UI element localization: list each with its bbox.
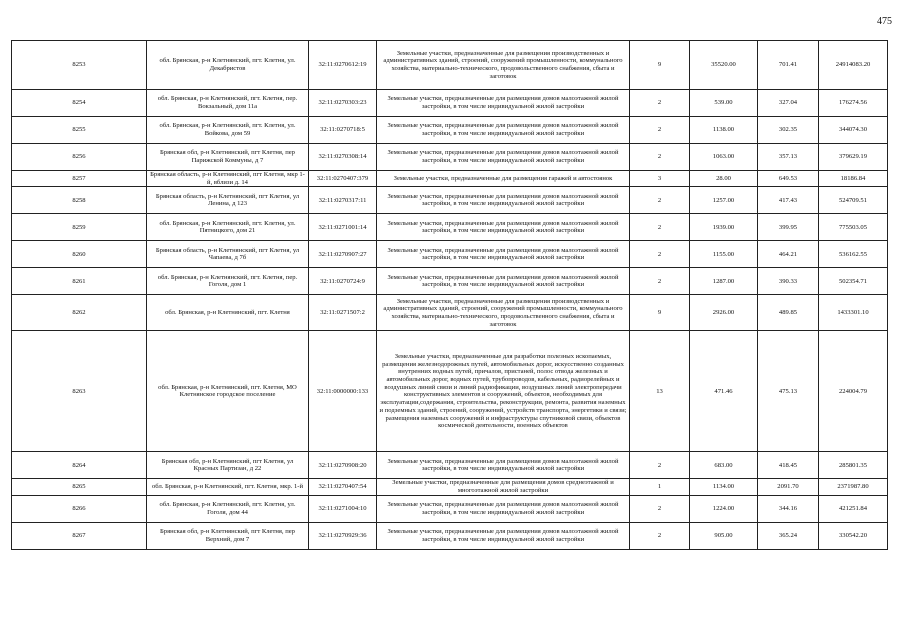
cell-area: 2926.00 [690, 295, 758, 331]
table-row [12, 117, 888, 144]
cell-cadastral-number: 32:11:0000000:133 [309, 331, 377, 452]
cell-cadastral-value: 524709.51 [819, 187, 888, 214]
cell-cadastral-number: 32:11:0271507:2 [309, 295, 377, 331]
cell-land-purpose: Земельные участки, предназначенные для размещения домов малоэтажной жилой застройки, в том числе индивидуальной жилой застройки [377, 90, 630, 117]
cell-address: обл. Брянская, р-н Клетнянский, пгт. Клетня, мкр. 1-й [147, 479, 309, 495]
cell-specific-value: 390.33 [758, 268, 819, 295]
cell-id: 8262 [12, 295, 147, 331]
cell-land-purpose: Земельные участки, предназначенные для размещения домов малоэтажной жилой застройки, в том числе индивидуальной жилой застройки [377, 187, 630, 214]
cell-cadastral-number: 32:11:0270407:379 [309, 171, 377, 187]
cell-cadastral-value: 379629.19 [819, 144, 888, 171]
cell-id: 8265 [12, 479, 147, 495]
cell-land-purpose: Земельные участки, предназначенные для размещения домов малоэтажной жилой застройки, в том числе индивидуальной жилой застройки [377, 495, 630, 522]
cell-address: Брянская обл, р-н Клетнянский, пгт Клетня, ул Красных Партизан, д 22 [147, 452, 309, 479]
cell-land-purpose: Земельные участки, предназначенные для размещения домов среднеэтажной и многоэтажной жилой застройки [377, 479, 630, 495]
table-row [12, 295, 888, 331]
cell-cadastral-value: 18186.84 [819, 171, 888, 187]
table-row [12, 187, 888, 214]
cell-address: обл. Брянская, р-н Клетнянский, пгт. Клетня [147, 295, 309, 331]
cell-group: 2 [630, 214, 690, 241]
cell-cadastral-value: 775503.05 [819, 214, 888, 241]
cell-cadastral-value: 330542.20 [819, 522, 888, 549]
cell-cadastral-number: 32:11:0270908:20 [309, 452, 377, 479]
cell-cadastral-value: 1433301.10 [819, 295, 888, 331]
cell-address: обл. Брянская, р-н Клетнянский, пгт. Клетня, ул. Пятницкого, дом 21 [147, 214, 309, 241]
cell-group: 13 [630, 331, 690, 452]
cell-land-purpose: Земельные участки, предназначенные для размещения производственных и административных зданий, строений, сооружений промышленности, коммунального хозяйства, материально-технического, продовольственного снабжения, сбыта и заготовок [377, 41, 630, 90]
cell-cadastral-value: 502354.71 [819, 268, 888, 295]
cell-group: 3 [630, 171, 690, 187]
cell-id: 8259 [12, 214, 147, 241]
cell-cadastral-number: 32:11:0270317:11 [309, 187, 377, 214]
cadastral-table [11, 40, 888, 550]
cell-specific-value: 464.21 [758, 241, 819, 268]
cell-specific-value: 701.41 [758, 41, 819, 90]
cell-group: 2 [630, 495, 690, 522]
cell-cadastral-number: 32:11:0270303:23 [309, 90, 377, 117]
table-row [12, 214, 888, 241]
cell-area: 1138.00 [690, 117, 758, 144]
cell-area: 539.00 [690, 90, 758, 117]
cell-id: 8255 [12, 117, 147, 144]
cell-address: обл. Брянская, р-н Клетнянский, пгт. Клетня, ул. Войкова, дом 59 [147, 117, 309, 144]
cell-group: 2 [630, 522, 690, 549]
cell-land-purpose: Земельные участки, предназначенные для размещения производственных и административных зданий, строений, сооружений промышленности, коммунального хозяйства, материально-технического, продовольственного снабжения, сбыта и заготовок [377, 295, 630, 331]
cell-area: 1257.00 [690, 187, 758, 214]
cell-group: 2 [630, 241, 690, 268]
cell-cadastral-value: 421251.84 [819, 495, 888, 522]
table-row [12, 41, 888, 90]
cell-address: обл. Брянская, р-н Клетнянский, пгт. Клетня, ул. Декабристов [147, 41, 309, 90]
cell-area: 905.00 [690, 522, 758, 549]
cell-cadastral-number: 32:11:0270724:9 [309, 268, 377, 295]
cell-area: 1224.00 [690, 495, 758, 522]
table-row [12, 144, 888, 171]
cell-specific-value: 399.95 [758, 214, 819, 241]
cell-address: Брянская область, р-н Клетнянский, пгт Клетня, мкр 1-й, вблизи д. 14 [147, 171, 309, 187]
cell-address: обл. Брянская, р-н Клетнянский, пгт. Клетня, пер. Гоголя, дом 1 [147, 268, 309, 295]
cell-id: 8257 [12, 171, 147, 187]
cell-area: 1939.00 [690, 214, 758, 241]
cell-address: обл. Брянская, р-н Клетнянский, пгт. Клетня, ул. Гоголя, дом 44 [147, 495, 309, 522]
cell-address: Брянская обл, р-н Клетнянский, пгт Клетня, пер Верхний, дом 7 [147, 522, 309, 549]
table-row [12, 268, 888, 295]
table-row [12, 90, 888, 117]
cell-area: 28.00 [690, 171, 758, 187]
cell-cadastral-number: 32:11:0270718:5 [309, 117, 377, 144]
table-row [12, 479, 888, 495]
table-row [12, 241, 888, 268]
cell-id: 8260 [12, 241, 147, 268]
cell-address: Брянская область, р-н Клетнянский, пгт Клетня, ул Чапаева, д 7б [147, 241, 309, 268]
cell-land-purpose: Земельные участки, предназначенные для размещения домов малоэтажной жилой застройки, в том числе индивидуальной жилой застройки [377, 144, 630, 171]
cell-address: Брянская область, р-н Клетнянский, пгт Клетня, ул Ленина, д 123 [147, 187, 309, 214]
cell-cadastral-value: 176274.56 [819, 90, 888, 117]
cell-specific-value: 357.13 [758, 144, 819, 171]
cell-land-purpose: Земельные участки, предназначенные для размещения домов малоэтажной жилой застройки, в том числе индивидуальной жилой застройки [377, 117, 630, 144]
cell-cadastral-number: 32:11:0270407:54 [309, 479, 377, 495]
cell-specific-value: 418.45 [758, 452, 819, 479]
cell-land-purpose: Земельные участки, предназначенные для размещения домов малоэтажной жилой застройки, в том числе индивидуальной жилой застройки [377, 268, 630, 295]
cell-group: 2 [630, 144, 690, 171]
cell-land-purpose: Земельные участки, предназначенные для размещения домов малоэтажной жилой застройки, в том числе индивидуальной жилой застройки [377, 241, 630, 268]
cell-land-purpose: Земельные участки, предназначенные для размещения домов малоэтажной жилой застройки, в том числе индивидуальной жилой застройки [377, 522, 630, 549]
cell-cadastral-number: 32:11:0270907:27 [309, 241, 377, 268]
cell-specific-value: 2091.70 [758, 479, 819, 495]
cell-group: 2 [630, 117, 690, 144]
cell-specific-value: 344.16 [758, 495, 819, 522]
cell-address: Брянская обл, р-н Клетнянский, пгт Клетня, пер Парижской Коммуны, д 7 [147, 144, 309, 171]
cell-cadastral-value: 344074.30 [819, 117, 888, 144]
cell-area: 1134.00 [690, 479, 758, 495]
cell-group: 2 [630, 268, 690, 295]
table-row [12, 495, 888, 522]
cell-cadastral-number: 32:11:0270308:14 [309, 144, 377, 171]
cell-group: 2 [630, 90, 690, 117]
cell-area: 683.00 [690, 452, 758, 479]
cell-id: 8261 [12, 268, 147, 295]
cell-area: 1063.00 [690, 144, 758, 171]
cell-specific-value: 649.53 [758, 171, 819, 187]
cell-specific-value: 489.85 [758, 295, 819, 331]
cell-specific-value: 365.24 [758, 522, 819, 549]
cell-cadastral-number: 32:11:0271001:14 [309, 214, 377, 241]
table-row [12, 171, 888, 187]
cell-group: 2 [630, 452, 690, 479]
cell-land-purpose: Земельные участки, предназначенные для размещения домов малоэтажной жилой застройки, в том числе индивидуальной жилой застройки [377, 452, 630, 479]
cell-id: 8254 [12, 90, 147, 117]
cell-group: 1 [630, 479, 690, 495]
cell-id: 8256 [12, 144, 147, 171]
cell-specific-value: 302.35 [758, 117, 819, 144]
cell-specific-value: 327.04 [758, 90, 819, 117]
cell-id: 8267 [12, 522, 147, 549]
cell-group: 2 [630, 187, 690, 214]
table-row [12, 522, 888, 549]
cell-specific-value: 417.43 [758, 187, 819, 214]
cell-cadastral-number: 32:11:0270929:36 [309, 522, 377, 549]
cell-cadastral-value: 224004.79 [819, 331, 888, 452]
table-row [12, 452, 888, 479]
cell-land-purpose: Земельные участки, предназначенные для размещения гаражей и автостоянок [377, 171, 630, 187]
cell-land-purpose: Земельные участки, предназначенные для размещения домов малоэтажной жилой застройки, в том числе индивидуальной жилой застройки [377, 214, 630, 241]
cell-id: 8264 [12, 452, 147, 479]
cell-cadastral-value: 24914083.20 [819, 41, 888, 90]
cell-group: 9 [630, 295, 690, 331]
cell-area: 35520.00 [690, 41, 758, 90]
cell-cadastral-number: 32:11:0271004:10 [309, 495, 377, 522]
cell-area: 1287.00 [690, 268, 758, 295]
cell-specific-value: 475.13 [758, 331, 819, 452]
cell-cadastral-value: 2371987.80 [819, 479, 888, 495]
cell-land-purpose: Земельные участки, предназначенные для разработки полезных ископаемых, размещения железнодорожных путей, автомобильных дорог, искусственно созданных внутренних водных путей, причалов, пристаней, полос отвода железных и автомобильных дорог, водных путей, трубопроводов, кабельных, радиорелейных и воздушных линий связи и линий радиофикации, воздушных линий электропередачи конструктивных элементов и сооружений, объектов, необходимых для эксплуатации,содержания, строительства, реконструкции, ремонта, развития наземных и подземных зданий, строений, сооружений, устройств транспорта, энергетики и связи; размещения наземных сооружений и инфраструктуры спутниковой связи, объектов космической деятельности, военных объектов [377, 331, 630, 452]
cell-address: обл. Брянская, р-н Клетнянский, пгт. Клетня, МО Клетнянское городское поселение [147, 331, 309, 452]
cell-address: обл. Брянская, р-н Клетнянский, пгт. Клетня, пер. Вокзальный, дом 11а [147, 90, 309, 117]
cell-cadastral-value: 285801.35 [819, 452, 888, 479]
cell-id: 8258 [12, 187, 147, 214]
table-row [12, 331, 888, 452]
cell-cadastral-number: 32:11:0270612:19 [309, 41, 377, 90]
page-number: 475 [877, 16, 892, 27]
cell-id: 8253 [12, 41, 147, 90]
cell-area: 1155.00 [690, 241, 758, 268]
cell-id: 8266 [12, 495, 147, 522]
cell-cadastral-value: 536162.55 [819, 241, 888, 268]
cell-group: 9 [630, 41, 690, 90]
cell-area: 471.46 [690, 331, 758, 452]
cell-id: 8263 [12, 331, 147, 452]
